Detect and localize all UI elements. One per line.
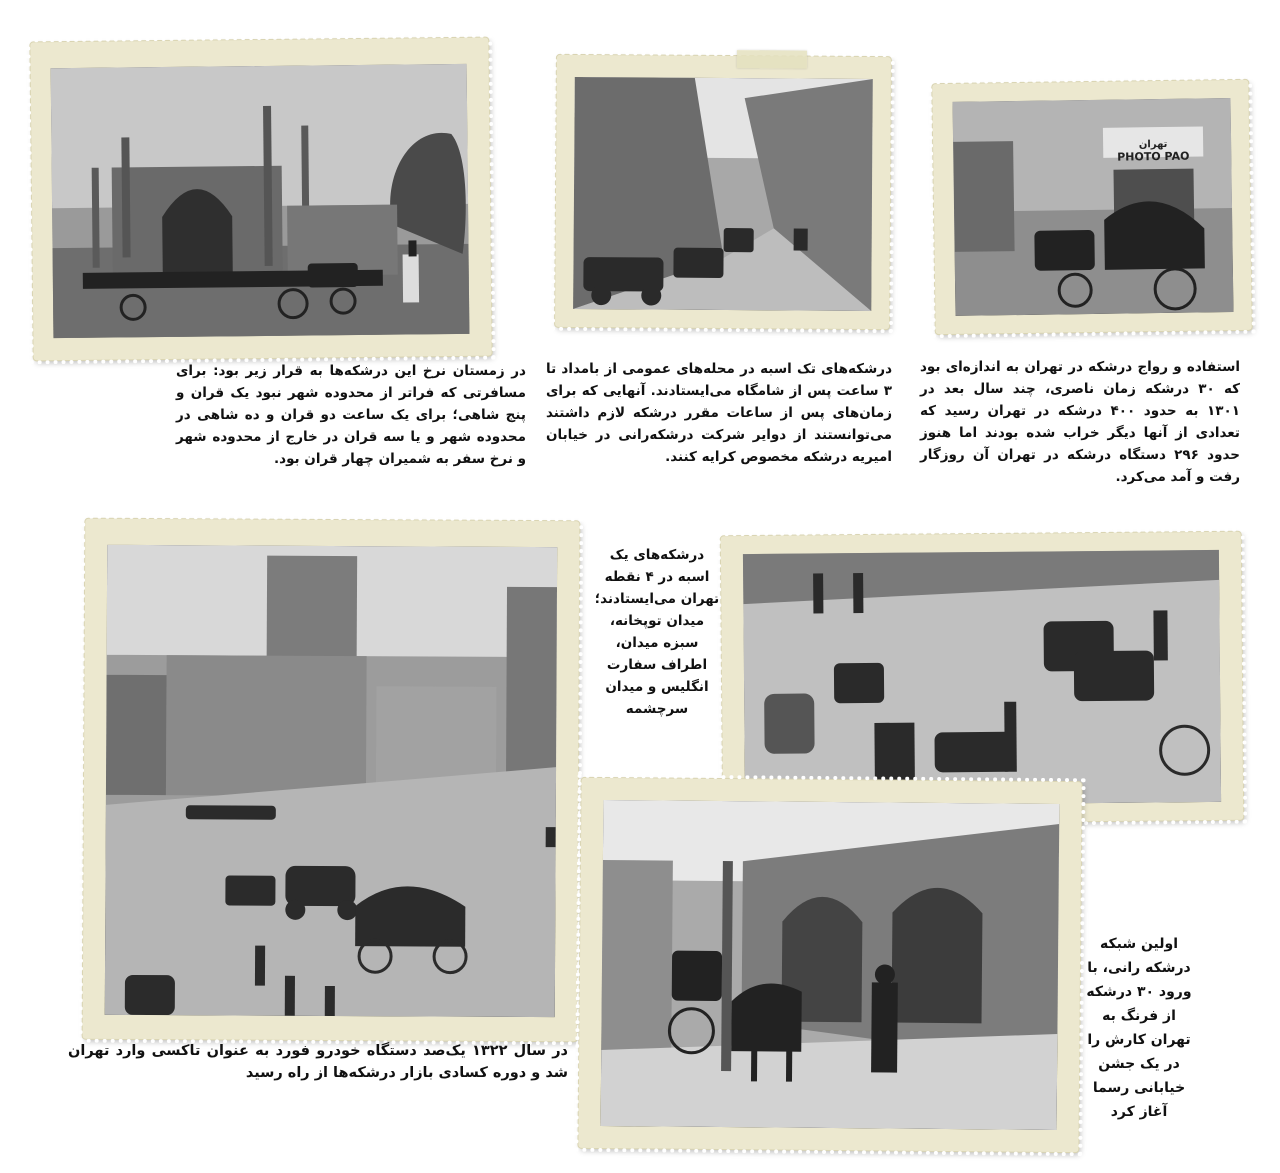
photo-shop-sign-en: PHOTO PAO: [1117, 149, 1190, 164]
bazaar-carriage-photo: [601, 800, 1060, 1130]
crowded-carriages-photo: [743, 550, 1221, 806]
caption-four-points: درشکه‌های یک اسبه در ۴ نقطه تهران می‌ایستادند؛ میدان توپخانه، سبزه میدان، اطراف سفارت انگلیس و میدان سرچشمه: [594, 547, 720, 717]
caption-ford-taxis: در سال ۱۳۲۲ یک‌صد دستگاه خودرو فورد به عنوان تاکسی وارد تهران شد و دوره کسادی بازار درشکه‌ها از راه رسید: [68, 1043, 568, 1081]
stamp-frame-street: [555, 55, 891, 329]
caption-first-network: اولین شبکه درشکه رانی، با ورود ۳۰ درشکه از فرنگ به تهران کارش را در یک جشن خیابانی رسما آغاز کرد: [1086, 936, 1192, 1120]
caption-single-horse-hours: درشکه‌های تک اسبه در محله‌های عمومی از بامداد تا ۳ ساعت پس از شامگاه می‌ایستادند. آنهایی که برای زمان‌های پس از ساعات مقرر درشکه لازم داشتند می‌توانستند از دوایر شرکت درشکه‌رانی در خیابان امیریه درشکه مخصوص کرایه کنند.: [546, 361, 892, 465]
stamp-frame-gate: [30, 38, 491, 361]
photo-shop-sign: [1105, 138, 1201, 163]
tape-strip: [737, 50, 807, 68]
stamp-frame-square: [83, 519, 580, 1042]
caption-winter-fares: در زمستان نرخ این درشکه‌ها به قرار زیر بود: برای مسافرتی که فراتر از محدوده شهر نبود یک قران و پنج شاهی؛ برای یک ساعت دو قران و ده شاهی در محدوده شهر و یا سه قران در خارج از محدوده شهر و نرخ سفر به شمیران چهار قران بود.: [176, 363, 526, 467]
street-cars-photo: [573, 77, 873, 311]
square-traffic-photo: [105, 545, 557, 1017]
photo-shop-sign-fa: تهران: [1138, 138, 1168, 151]
caption-usage-spread: استفاده و رواج درشکه در تهران به اندازه‌ای بود که ۳۰ درشکه زمان ناصری، چند سال بعد در ۱۳۰۱ به حدود ۴۰۰ درشکه در تهران رسید که تعدادی از آنها دیگر خراب شده بودند اما هنوز حدود ۲۹۶ دستگاه درشکه در تهران آن روزگار رفت و آمد می‌کرد.: [920, 359, 1241, 485]
stamp-frame-bazaar: [578, 778, 1081, 1152]
photo-shop-street-photo: [953, 98, 1234, 316]
city-gate-photo: [51, 64, 470, 338]
stamp-frame-photoshop: [932, 80, 1251, 334]
